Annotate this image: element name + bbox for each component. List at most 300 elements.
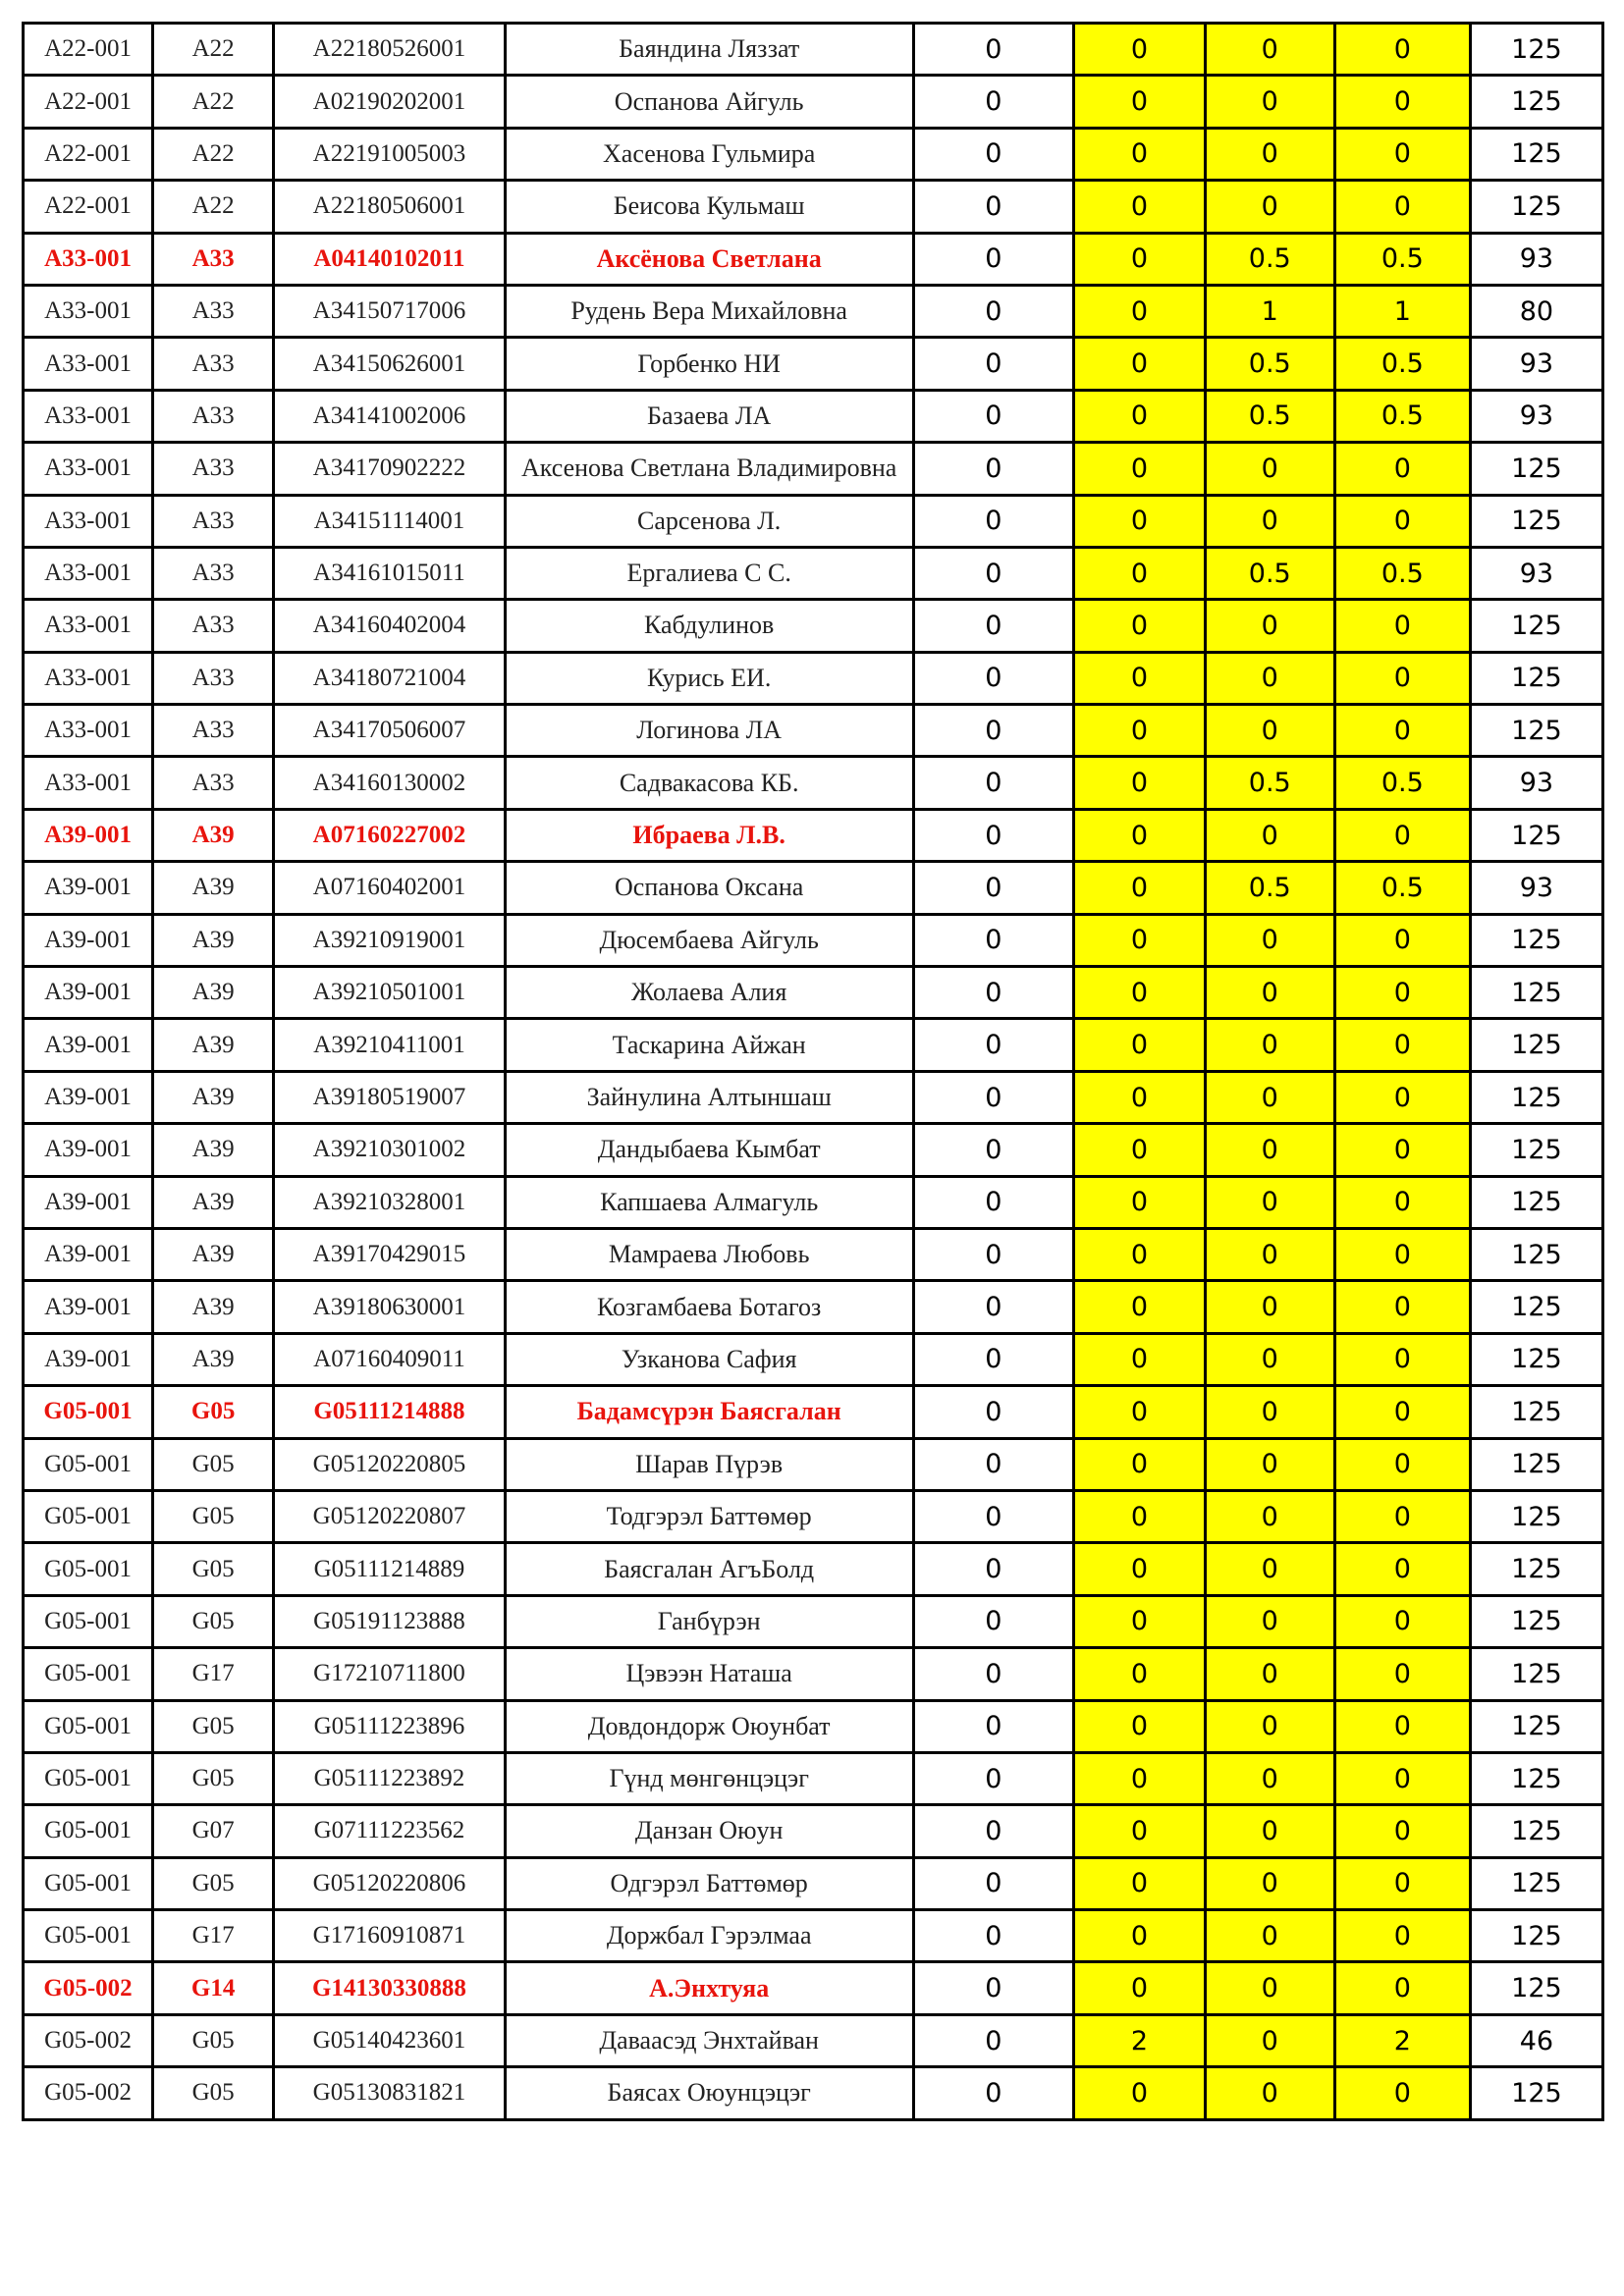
value-2-cell: 0: [1074, 1124, 1206, 1176]
value-2-cell: 0: [1074, 600, 1206, 652]
value-1-cell: 0: [913, 1333, 1074, 1385]
score-cell: 93: [1470, 862, 1602, 914]
value-3-cell: 0: [1205, 2067, 1334, 2119]
value-4-cell: 0: [1334, 705, 1470, 757]
group-code-cell: A39-001: [24, 1019, 153, 1071]
member-name-cell: Дандыбаева Кымбат: [505, 1124, 913, 1176]
value-4-cell: 0.5: [1334, 757, 1470, 809]
value-1-cell: 0: [913, 495, 1074, 547]
member-name-cell: Ганбүрэн: [505, 1595, 913, 1647]
region-code-cell: A22: [153, 128, 274, 180]
score-cell: 125: [1470, 1124, 1602, 1176]
region-code-cell: A33: [153, 233, 274, 285]
score-cell: 125: [1470, 809, 1602, 861]
member-id-cell: A22180506001: [274, 181, 506, 233]
member-name-cell: Довдондорж Оюунбат: [505, 1700, 913, 1752]
value-4-cell: 0.5: [1334, 547, 1470, 599]
value-3-cell: 0: [1205, 1857, 1334, 1909]
value-4-cell: 0.5: [1334, 233, 1470, 285]
group-code-cell: A33-001: [24, 757, 153, 809]
value-4-cell: 0: [1334, 76, 1470, 128]
value-1-cell: 0: [913, 1910, 1074, 1962]
member-id-cell: A34150717006: [274, 285, 506, 337]
member-name-cell: Узканова Сафия: [505, 1333, 913, 1385]
member-name-cell: Цэвээн Наташа: [505, 1648, 913, 1700]
region-code-cell: A39: [153, 1281, 274, 1333]
value-3-cell: 0: [1205, 1386, 1334, 1438]
value-3-cell: 0: [1205, 809, 1334, 861]
value-2-cell: 0: [1074, 1281, 1206, 1333]
table-row: [24, 1700, 1603, 1752]
value-1-cell: 0: [913, 1962, 1074, 2014]
value-4-cell: 0.5: [1334, 390, 1470, 442]
group-code-cell: A39-001: [24, 1176, 153, 1228]
value-1-cell: 0: [913, 757, 1074, 809]
value-1-cell: 0: [913, 24, 1074, 76]
region-code-cell: G05: [153, 1752, 274, 1804]
group-code-cell: A39-001: [24, 1071, 153, 1123]
value-4-cell: 0: [1334, 1386, 1470, 1438]
group-code-cell: A39-001: [24, 914, 153, 966]
member-name-cell: Кабдулинов: [505, 600, 913, 652]
member-id-cell: G05111214888: [274, 1386, 506, 1438]
value-4-cell: 0: [1334, 600, 1470, 652]
value-1-cell: 0: [913, 2067, 1074, 2119]
value-4-cell: 0: [1334, 1490, 1470, 1542]
value-4-cell: 0: [1334, 1910, 1470, 1962]
value-4-cell: 0: [1334, 1805, 1470, 1857]
value-1-cell: 0: [913, 128, 1074, 180]
score-cell: 125: [1470, 914, 1602, 966]
table-row: [24, 128, 1603, 180]
table-row: [24, 2067, 1603, 2119]
member-name-cell: Шарав Пүрэв: [505, 1438, 913, 1490]
region-code-cell: A33: [153, 547, 274, 599]
score-cell: 125: [1470, 967, 1602, 1019]
value-4-cell: 0: [1334, 1071, 1470, 1123]
member-name-cell: Таскарина Айжан: [505, 1019, 913, 1071]
member-name-cell: Логинова ЛА: [505, 705, 913, 757]
region-code-cell: A22: [153, 76, 274, 128]
value-1-cell: 0: [913, 705, 1074, 757]
value-1-cell: 0: [913, 1752, 1074, 1804]
group-code-cell: A39-001: [24, 862, 153, 914]
score-cell: 93: [1470, 390, 1602, 442]
table-row: [24, 1386, 1603, 1438]
table-row: [24, 1176, 1603, 1228]
member-id-cell: G05120220806: [274, 1857, 506, 1909]
table-row: [24, 495, 1603, 547]
value-4-cell: 0: [1334, 1438, 1470, 1490]
table-row: [24, 1228, 1603, 1280]
value-1-cell: 0: [913, 1490, 1074, 1542]
value-3-cell: 0: [1205, 1595, 1334, 1647]
value-4-cell: 0: [1334, 914, 1470, 966]
group-code-cell: A39-001: [24, 967, 153, 1019]
value-2-cell: 0: [1074, 652, 1206, 704]
value-3-cell: 0: [1205, 1910, 1334, 1962]
region-code-cell: A39: [153, 809, 274, 861]
score-cell: 93: [1470, 757, 1602, 809]
value-1-cell: 0: [913, 1019, 1074, 1071]
table-row: [24, 1805, 1603, 1857]
region-code-cell: A39: [153, 1228, 274, 1280]
value-4-cell: 0: [1334, 24, 1470, 76]
value-3-cell: 0.5: [1205, 547, 1334, 599]
member-id-cell: G05120220807: [274, 1490, 506, 1542]
value-3-cell: 0: [1205, 967, 1334, 1019]
table-row: [24, 24, 1603, 76]
value-4-cell: 0: [1334, 1176, 1470, 1228]
group-code-cell: A22-001: [24, 181, 153, 233]
member-id-cell: A34161015011: [274, 547, 506, 599]
value-4-cell: 0: [1334, 967, 1470, 1019]
value-4-cell: 0: [1334, 2067, 1470, 2119]
group-code-cell: A39-001: [24, 1228, 153, 1280]
value-3-cell: 0.5: [1205, 757, 1334, 809]
value-1-cell: 0: [913, 1595, 1074, 1647]
value-3-cell: 0: [1205, 1962, 1334, 2014]
member-id-cell: A22180526001: [274, 24, 506, 76]
value-1-cell: 0: [913, 233, 1074, 285]
group-code-cell: A22-001: [24, 128, 153, 180]
value-2-cell: 0: [1074, 809, 1206, 861]
value-1-cell: 0: [913, 1228, 1074, 1280]
group-code-cell: G05-002: [24, 2067, 153, 2119]
table-row: [24, 1071, 1603, 1123]
score-cell: 125: [1470, 1543, 1602, 1595]
value-1-cell: 0: [913, 914, 1074, 966]
value-3-cell: 0.5: [1205, 390, 1334, 442]
value-2-cell: 0: [1074, 914, 1206, 966]
value-2-cell: 0: [1074, 233, 1206, 285]
group-code-cell: G05-001: [24, 1386, 153, 1438]
member-id-cell: A34150626001: [274, 338, 506, 390]
group-code-cell: A33-001: [24, 338, 153, 390]
member-name-cell: Доржбал Гэрэлмаа: [505, 1910, 913, 1962]
group-code-cell: G05-001: [24, 1857, 153, 1909]
value-2-cell: 0: [1074, 1857, 1206, 1909]
member-id-cell: A22191005003: [274, 128, 506, 180]
member-name-cell: Оспанова Айгуль: [505, 76, 913, 128]
value-1-cell: 0: [913, 76, 1074, 128]
value-1-cell: 0: [913, 1438, 1074, 1490]
value-4-cell: 0: [1334, 1962, 1470, 2014]
score-cell: 125: [1470, 1019, 1602, 1071]
score-cell: 125: [1470, 24, 1602, 76]
score-cell: 125: [1470, 1910, 1602, 1962]
member-name-cell: Сарсенова Л.: [505, 495, 913, 547]
value-2-cell: 0: [1074, 128, 1206, 180]
member-id-cell: A39210328001: [274, 1176, 506, 1228]
region-code-cell: A22: [153, 181, 274, 233]
value-2-cell: 0: [1074, 1490, 1206, 1542]
value-4-cell: 0: [1334, 1595, 1470, 1647]
table-row: [24, 443, 1603, 495]
value-1-cell: 0: [913, 1700, 1074, 1752]
value-1-cell: 0: [913, 390, 1074, 442]
region-code-cell: A39: [153, 967, 274, 1019]
member-id-cell: G17160910871: [274, 1910, 506, 1962]
value-2-cell: 0: [1074, 1910, 1206, 1962]
member-id-cell: A39210501001: [274, 967, 506, 1019]
value-4-cell: 0: [1334, 181, 1470, 233]
region-code-cell: A33: [153, 705, 274, 757]
member-id-cell: G05191123888: [274, 1595, 506, 1647]
value-2-cell: 0: [1074, 967, 1206, 1019]
value-4-cell: 0: [1334, 443, 1470, 495]
table-row: [24, 2014, 1603, 2066]
value-4-cell: 1: [1334, 285, 1470, 337]
member-name-cell: Дюсембаева Айгуль: [505, 914, 913, 966]
member-name-cell: Аксенова Светлана Владимировна: [505, 443, 913, 495]
table-row: [24, 285, 1603, 337]
member-id-cell: A39180630001: [274, 1281, 506, 1333]
member-id-cell: A34180721004: [274, 652, 506, 704]
value-3-cell: 0: [1205, 1805, 1334, 1857]
score-cell: 125: [1470, 495, 1602, 547]
score-cell: 125: [1470, 652, 1602, 704]
region-code-cell: G17: [153, 1648, 274, 1700]
group-code-cell: A22-001: [24, 24, 153, 76]
table-row: [24, 1019, 1603, 1071]
value-4-cell: 0.5: [1334, 338, 1470, 390]
value-2-cell: 0: [1074, 2067, 1206, 2119]
value-1-cell: 0: [913, 1071, 1074, 1123]
region-code-cell: A39: [153, 862, 274, 914]
value-3-cell: 0: [1205, 652, 1334, 704]
value-4-cell: 0: [1334, 1124, 1470, 1176]
value-2-cell: 0: [1074, 1595, 1206, 1647]
member-id-cell: G05111214889: [274, 1543, 506, 1595]
value-1-cell: 0: [913, 443, 1074, 495]
value-3-cell: 0: [1205, 1228, 1334, 1280]
group-code-cell: A33-001: [24, 600, 153, 652]
value-2-cell: 0: [1074, 24, 1206, 76]
member-name-cell: Данзан Оюун: [505, 1805, 913, 1857]
value-3-cell: 0.5: [1205, 862, 1334, 914]
group-code-cell: A39-001: [24, 1281, 153, 1333]
value-2-cell: 0: [1074, 1648, 1206, 1700]
region-code-cell: G05: [153, 1438, 274, 1490]
value-2-cell: 0: [1074, 338, 1206, 390]
table-row: [24, 1281, 1603, 1333]
value-2-cell: 0: [1074, 1543, 1206, 1595]
table-row: [24, 1648, 1603, 1700]
member-id-cell: A39180519007: [274, 1071, 506, 1123]
member-name-cell: Козгамбаева Ботагоз: [505, 1281, 913, 1333]
score-cell: 125: [1470, 1438, 1602, 1490]
value-2-cell: 0: [1074, 1805, 1206, 1857]
value-3-cell: 0: [1205, 1176, 1334, 1228]
value-1-cell: 0: [913, 1543, 1074, 1595]
score-cell: 125: [1470, 1805, 1602, 1857]
region-code-cell: A33: [153, 338, 274, 390]
member-id-cell: A07160227002: [274, 809, 506, 861]
value-4-cell: 2: [1334, 2014, 1470, 2066]
value-4-cell: 0: [1334, 1333, 1470, 1385]
group-code-cell: G05-001: [24, 1805, 153, 1857]
score-cell: 125: [1470, 1857, 1602, 1909]
value-2-cell: 0: [1074, 1752, 1206, 1804]
member-name-cell: Горбенко НИ: [505, 338, 913, 390]
value-2-cell: 0: [1074, 705, 1206, 757]
results-table: [22, 22, 1604, 2121]
member-id-cell: A34170902222: [274, 443, 506, 495]
member-name-cell: Базаева ЛА: [505, 390, 913, 442]
score-cell: 125: [1470, 1962, 1602, 2014]
table-row: [24, 809, 1603, 861]
value-1-cell: 0: [913, 967, 1074, 1019]
value-4-cell: 0: [1334, 128, 1470, 180]
value-3-cell: 0: [1205, 1490, 1334, 1542]
group-code-cell: G05-001: [24, 1543, 153, 1595]
table-row: [24, 1595, 1603, 1647]
member-name-cell: Ергалиева С С.: [505, 547, 913, 599]
group-code-cell: A33-001: [24, 547, 153, 599]
region-code-cell: G17: [153, 1910, 274, 1962]
region-code-cell: A39: [153, 1124, 274, 1176]
value-4-cell: 0: [1334, 1019, 1470, 1071]
table-row: [24, 705, 1603, 757]
member-name-cell: Зайнулина Алтыншаш: [505, 1071, 913, 1123]
table-row: [24, 1333, 1603, 1385]
value-1-cell: 0: [913, 285, 1074, 337]
score-cell: 125: [1470, 1700, 1602, 1752]
table-row: [24, 338, 1603, 390]
group-code-cell: A39-001: [24, 1124, 153, 1176]
region-code-cell: A33: [153, 285, 274, 337]
group-code-cell: A33-001: [24, 285, 153, 337]
region-code-cell: G05: [153, 2014, 274, 2066]
group-code-cell: G05-001: [24, 1752, 153, 1804]
region-code-cell: A39: [153, 1071, 274, 1123]
value-3-cell: 0: [1205, 1752, 1334, 1804]
group-code-cell: G05-001: [24, 1490, 153, 1542]
region-code-cell: G05: [153, 1595, 274, 1647]
member-name-cell: Бадамсүрэн Баясгалан: [505, 1386, 913, 1438]
value-3-cell: 0.5: [1205, 233, 1334, 285]
group-code-cell: A39-001: [24, 1333, 153, 1385]
value-3-cell: 0.5: [1205, 338, 1334, 390]
value-3-cell: 0: [1205, 128, 1334, 180]
region-code-cell: G05: [153, 1700, 274, 1752]
value-2-cell: 0: [1074, 390, 1206, 442]
value-3-cell: 0: [1205, 1071, 1334, 1123]
member-id-cell: A02190202001: [274, 76, 506, 128]
value-2-cell: 0: [1074, 285, 1206, 337]
value-4-cell: 0: [1334, 1700, 1470, 1752]
member-name-cell: Тодгэрэл Баттөмөр: [505, 1490, 913, 1542]
table-body: [24, 24, 1603, 2120]
member-id-cell: A34160402004: [274, 600, 506, 652]
score-cell: 125: [1470, 1176, 1602, 1228]
score-cell: 125: [1470, 1595, 1602, 1647]
member-id-cell: G05111223896: [274, 1700, 506, 1752]
value-3-cell: 0: [1205, 495, 1334, 547]
member-id-cell: G14130330888: [274, 1962, 506, 2014]
value-2-cell: 0: [1074, 1019, 1206, 1071]
table-row: [24, 181, 1603, 233]
value-2-cell: 0: [1074, 1333, 1206, 1385]
value-3-cell: 0: [1205, 1648, 1334, 1700]
region-code-cell: A22: [153, 24, 274, 76]
table-row: [24, 547, 1603, 599]
value-1-cell: 0: [913, 181, 1074, 233]
table-row: [24, 862, 1603, 914]
score-cell: 93: [1470, 338, 1602, 390]
member-name-cell: Даваасэд Энхтайван: [505, 2014, 913, 2066]
member-id-cell: A34170506007: [274, 705, 506, 757]
value-2-cell: 0: [1074, 757, 1206, 809]
member-id-cell: A39170429015: [274, 1228, 506, 1280]
member-id-cell: A39210919001: [274, 914, 506, 966]
score-cell: 125: [1470, 443, 1602, 495]
value-3-cell: 0: [1205, 76, 1334, 128]
region-code-cell: G07: [153, 1805, 274, 1857]
region-code-cell: G05: [153, 1543, 274, 1595]
value-4-cell: 0: [1334, 1543, 1470, 1595]
value-2-cell: 0: [1074, 443, 1206, 495]
score-cell: 125: [1470, 76, 1602, 128]
group-code-cell: G05-002: [24, 2014, 153, 2066]
table-row: [24, 600, 1603, 652]
member-id-cell: G05111223892: [274, 1752, 506, 1804]
member-name-cell: Баясгалан АгъБолд: [505, 1543, 913, 1595]
value-3-cell: 0: [1205, 2014, 1334, 2066]
value-3-cell: 0: [1205, 1543, 1334, 1595]
region-code-cell: G05: [153, 1386, 274, 1438]
value-1-cell: 0: [913, 338, 1074, 390]
region-code-cell: A33: [153, 390, 274, 442]
value-2-cell: 0: [1074, 1386, 1206, 1438]
member-name-cell: Баясах Оюунцэцэг: [505, 2067, 913, 2119]
table-row: [24, 1438, 1603, 1490]
score-cell: 93: [1470, 233, 1602, 285]
table-row: [24, 1752, 1603, 1804]
region-code-cell: A39: [153, 914, 274, 966]
member-id-cell: A07160402001: [274, 862, 506, 914]
value-4-cell: 0: [1334, 1228, 1470, 1280]
table-row: [24, 1910, 1603, 1962]
group-code-cell: G05-001: [24, 1700, 153, 1752]
member-name-cell: Оспанова Оксана: [505, 862, 913, 914]
value-2-cell: 2: [1074, 2014, 1206, 2066]
group-code-cell: A33-001: [24, 443, 153, 495]
value-3-cell: 0: [1205, 1438, 1334, 1490]
value-1-cell: 0: [913, 1857, 1074, 1909]
group-code-cell: G05-002: [24, 1962, 153, 2014]
value-2-cell: 0: [1074, 1071, 1206, 1123]
value-2-cell: 0: [1074, 547, 1206, 599]
table-row: [24, 76, 1603, 128]
score-cell: 125: [1470, 1386, 1602, 1438]
value-1-cell: 0: [913, 1281, 1074, 1333]
member-id-cell: A34141002006: [274, 390, 506, 442]
value-1-cell: 0: [913, 1805, 1074, 1857]
group-code-cell: A33-001: [24, 390, 153, 442]
group-code-cell: A22-001: [24, 76, 153, 128]
region-code-cell: A33: [153, 600, 274, 652]
member-name-cell: Курись ЕИ.: [505, 652, 913, 704]
table-row: [24, 1857, 1603, 1909]
value-3-cell: 0: [1205, 181, 1334, 233]
member-name-cell: Мамраева Любовь: [505, 1228, 913, 1280]
member-id-cell: G05130831821: [274, 2067, 506, 2119]
member-id-cell: A07160409011: [274, 1333, 506, 1385]
member-id-cell: A39210411001: [274, 1019, 506, 1071]
value-3-cell: 0: [1205, 443, 1334, 495]
